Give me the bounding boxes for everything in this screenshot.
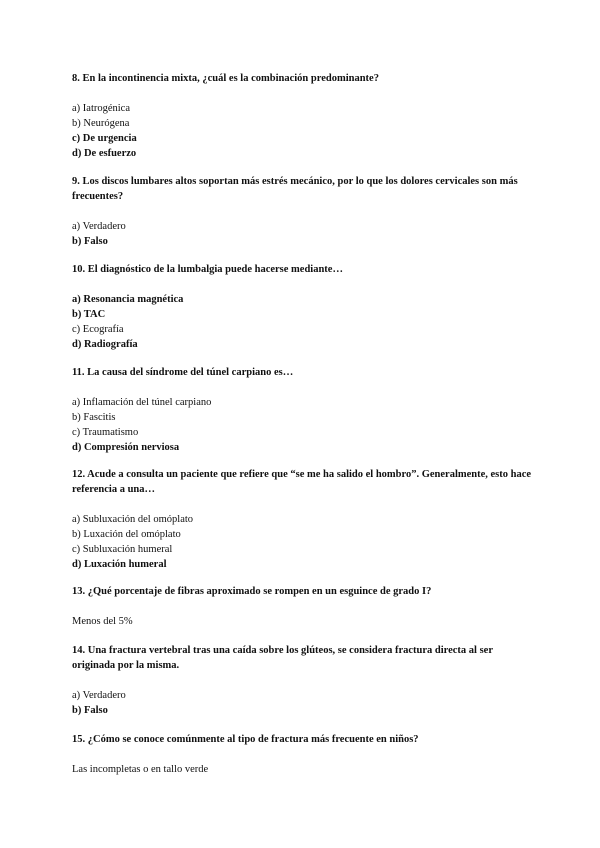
option-8d: d) De esfuerzo [72, 148, 137, 159]
option-14a: a) Verdadero [72, 690, 126, 701]
option-10a: a) Resonancia magnética [72, 294, 184, 305]
question-block-12 [72, 467, 532, 572]
question-11-options [72, 395, 532, 455]
question-15-text: 15. ¿Cómo se conoce comúnmente al tipo de fractura más frecuente en niños? [72, 734, 419, 745]
option-12d: d) Luxación humeral [72, 559, 167, 570]
option-11d: d) Compresión nerviosa [72, 442, 180, 453]
question-10-options [72, 292, 532, 352]
option-9a: a) Verdadero [72, 221, 126, 232]
option-8a: a) Iatrogénica [72, 103, 131, 114]
option-14b: b) Falso [72, 705, 108, 716]
question-block-9 [72, 174, 532, 249]
option-8b: b) Neurógena [72, 118, 130, 129]
question-9-options [72, 219, 532, 249]
question-14-options [72, 688, 532, 718]
question-11-text: 11. La causa del síndrome del túnel carpiano es… [72, 367, 294, 378]
option-10d: d) Radiografía [72, 339, 138, 350]
option-12b: b) Luxación del omóplato [72, 529, 181, 540]
answer-15: Las incompletas o en tallo verde [72, 764, 209, 775]
question-block-14 [72, 643, 532, 718]
question-9-text: 9. Los discos lumbares altos soportan más estrés mecánico, por lo que los dolores cervicales son más frecuentes? [72, 176, 518, 202]
question-12-text: 12. Acude a consulta un paciente que refiere que “se me ha salido el hombro”. Generalmente, esto hace referencia a una… [72, 469, 532, 495]
question-12-options [72, 512, 532, 572]
option-8c: c) De urgencia [72, 133, 137, 144]
option-12a: a) Subluxación del omóplato [72, 514, 194, 525]
question-14-text: 14. Una fractura vertebral tras una caída sobre los glúteos, se considera fractura directa al ser originada por la misma. [72, 645, 493, 671]
option-12c: c) Subluxación humeral [72, 544, 173, 555]
option-9b: b) Falso [72, 236, 108, 247]
question-13-text: 13. ¿Qué porcentaje de fibras aproximado se rompen en un esguince de grado I? [72, 586, 432, 597]
question-10-text: 10. El diagnóstico de la lumbalgia puede hacerse mediante… [72, 264, 343, 275]
question-block-13 [72, 584, 532, 629]
option-10c: c) Ecografía [72, 324, 124, 335]
question-block-15 [72, 732, 532, 777]
option-11b: b) Fascitis [72, 412, 116, 423]
option-10b: b) TAC [72, 309, 106, 320]
question-8-options [72, 101, 532, 161]
option-11c: c) Traumatismo [72, 427, 139, 438]
question-block-11 [72, 365, 532, 455]
answer-13: Menos del 5% [72, 616, 133, 627]
question-8-text: 8. En la incontinencia mixta, ¿cuál es la combinación predominante? [72, 73, 379, 84]
question-block-10 [72, 262, 532, 352]
question-block-8 [72, 71, 532, 161]
option-11a: a) Inflamación del túnel carpiano [72, 397, 212, 408]
